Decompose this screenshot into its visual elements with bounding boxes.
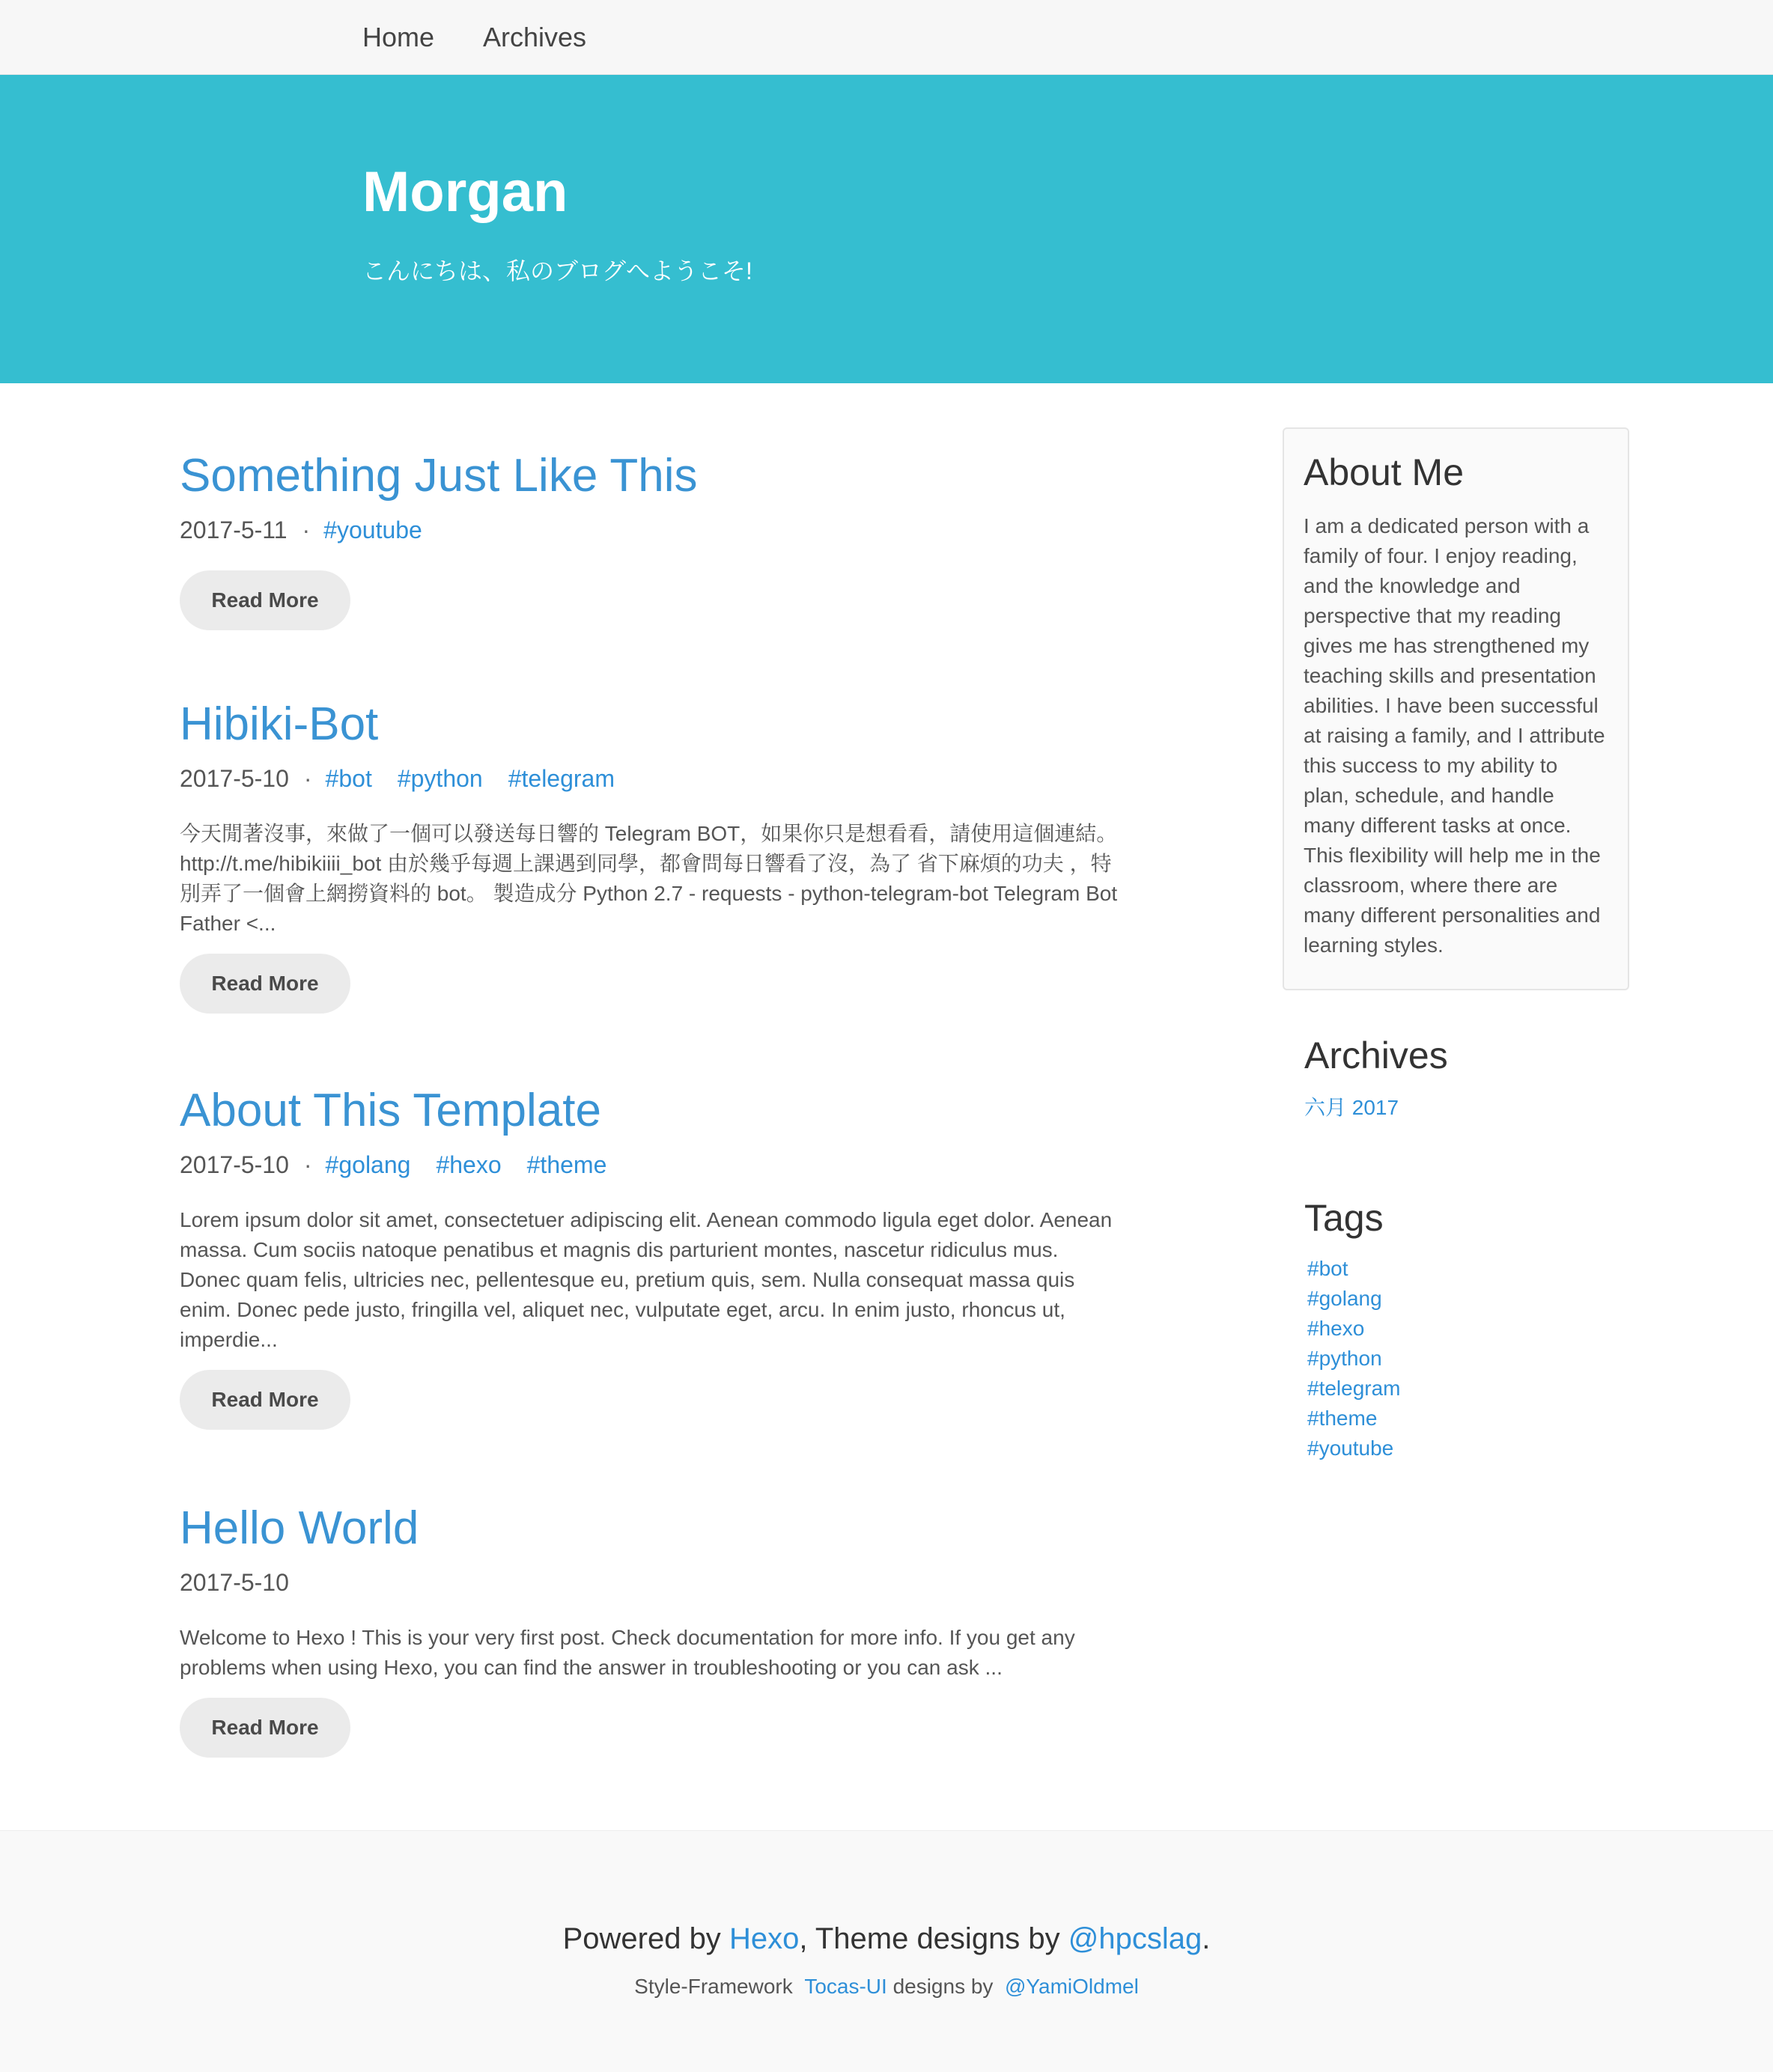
site-subtitle: こんにちは、私のブログへようこそ! [362, 258, 752, 284]
post-meta [180, 515, 1123, 545]
footer-period: . [1202, 1922, 1211, 1955]
post-date: 2017-5-11 [180, 517, 288, 543]
post-excerpt: 今天閒著沒事，來做了一個可以發送每日響的 Telegram BOT，如果你只是想看看，請使用這個連結。 http://t.me/hibikiiii_bot 由於幾乎每週上課遇到同學，都會問每日響看了沒，為了 省下麻煩的功夫 ，特別弄了一個會上網撈資料的 bot。 製造成分 Python 2.7 - requests - python-telegram-bot Telegram Bot Father <... [180, 822, 1118, 935]
tags-section [1304, 1195, 1401, 1463]
hpcslag-link[interactable]: @hpcslag [1068, 1922, 1202, 1955]
post-date: 2017-5-10 [180, 765, 289, 792]
sidebar-tag-link[interactable]: #youtube [1307, 1436, 1394, 1460]
post-tag-link[interactable]: #bot [325, 765, 372, 792]
post-meta [180, 764, 1123, 793]
footer-credits [0, 1921, 1773, 1957]
post-tag-link[interactable]: #hexo [436, 1151, 502, 1178]
post-item [180, 1500, 1123, 1758]
read-more-button[interactable]: Read More [180, 1698, 350, 1758]
read-more-button[interactable]: Read More [180, 954, 350, 1014]
tocas-ui-link[interactable]: Tocas-UI [804, 1975, 887, 1998]
post-date: 2017-5-10 [180, 1151, 289, 1178]
post-tag-link[interactable]: #telegram [508, 765, 615, 792]
post-date: 2017-5-10 [180, 1569, 289, 1596]
post-title-link[interactable]: Hibiki-Bot [180, 698, 379, 750]
sidebar-tag-link[interactable]: #golang [1307, 1287, 1382, 1310]
post-meta [180, 1567, 1123, 1597]
site-title: Morgan [362, 160, 568, 224]
footer-designs-by-text: designs by [892, 1975, 994, 1998]
post-tag-link[interactable]: #youtube [323, 517, 422, 543]
footer-framework-credits [0, 1973, 1773, 2000]
footer-powered-by-text: Powered by [562, 1922, 721, 1955]
sidebar-tag-link[interactable]: #telegram [1307, 1377, 1401, 1400]
meta-separator: · [303, 765, 312, 792]
post-title-link[interactable]: Something Just Like This [180, 450, 698, 502]
archive-month-link[interactable]: 六月 2017 [1304, 1096, 1399, 1119]
footer [0, 1830, 1773, 2072]
about-me-text: I am a dedicated person with a family of four. I enjoy reading, and the knowledge and perspective that my reading gives me has strengthened my teaching skills and presentation abilities. I have been successful at raising a family, and I attribute this success to my ability to plan, schedule, and handle many different tasks at once. This flexibility will help me in the classroom, where there are many different personalities and learning styles. [1304, 514, 1605, 957]
sidebar-tag-link[interactable]: #theme [1307, 1407, 1378, 1430]
sidebar-tag-link[interactable]: #python [1307, 1347, 1382, 1370]
footer-style-framework-text: Style-Framework [634, 1975, 793, 1998]
post-tag-link[interactable]: #golang [325, 1151, 411, 1178]
yamioldmel-link[interactable]: @YamiOldmel [1005, 1975, 1139, 1998]
about-me-card [1283, 427, 1629, 990]
archives-heading: Archives [1304, 1035, 1448, 1076]
meta-separator: · [302, 517, 311, 543]
post-item [180, 1082, 1123, 1430]
post-item [180, 696, 1123, 1014]
archives-section [1304, 1033, 1448, 1121]
tags-list [1304, 1254, 1401, 1463]
post-excerpt: Welcome to Hexo ! This is your very first post. Check documentation for more info. If you get any problems when using Hexo, you can find the answer in troubleshooting or you can ask ... [180, 1626, 1075, 1679]
hexo-link[interactable]: Hexo [729, 1922, 800, 1955]
post-item [180, 448, 1123, 630]
post-tag-link[interactable]: #theme [526, 1151, 607, 1178]
about-me-heading: About Me [1304, 451, 1465, 493]
post-meta [180, 1150, 1123, 1180]
top-navbar [0, 0, 1773, 75]
footer-theme-text: , Theme designs by [799, 1922, 1060, 1955]
post-title-link[interactable]: About This Template [180, 1085, 601, 1136]
read-more-button[interactable]: Read More [180, 570, 350, 630]
sidebar-tag-link[interactable]: #hexo [1307, 1317, 1365, 1340]
nav-archives-link[interactable]: Archives [483, 22, 587, 52]
meta-separator: · [303, 1151, 312, 1178]
post-excerpt: Lorem ipsum dolor sit amet, consectetuer adipiscing elit. Aenean commodo ligula eget dolor. Aenean massa. Cum sociis natoque penatibus et magnis dis parturient montes, nascetur ridiculus mus. Donec quam felis, ultricies nec, pellentesque eu, pretium quis, sem. Nulla consequat massa quis enim. Donec pede justo, fringilla vel, aliquet nec, vulputate eget, arcu. In enim justo, rhoncus ut, imperdie... [180, 1208, 1113, 1351]
sidebar-tag-link[interactable]: #bot [1307, 1257, 1348, 1280]
tags-heading: Tags [1304, 1197, 1384, 1239]
hero-banner [0, 75, 1773, 383]
nav-home-link[interactable]: Home [362, 22, 435, 52]
post-title-link[interactable]: Hello World [180, 1502, 419, 1554]
post-tag-link[interactable]: #python [397, 765, 483, 792]
read-more-button[interactable]: Read More [180, 1370, 350, 1430]
